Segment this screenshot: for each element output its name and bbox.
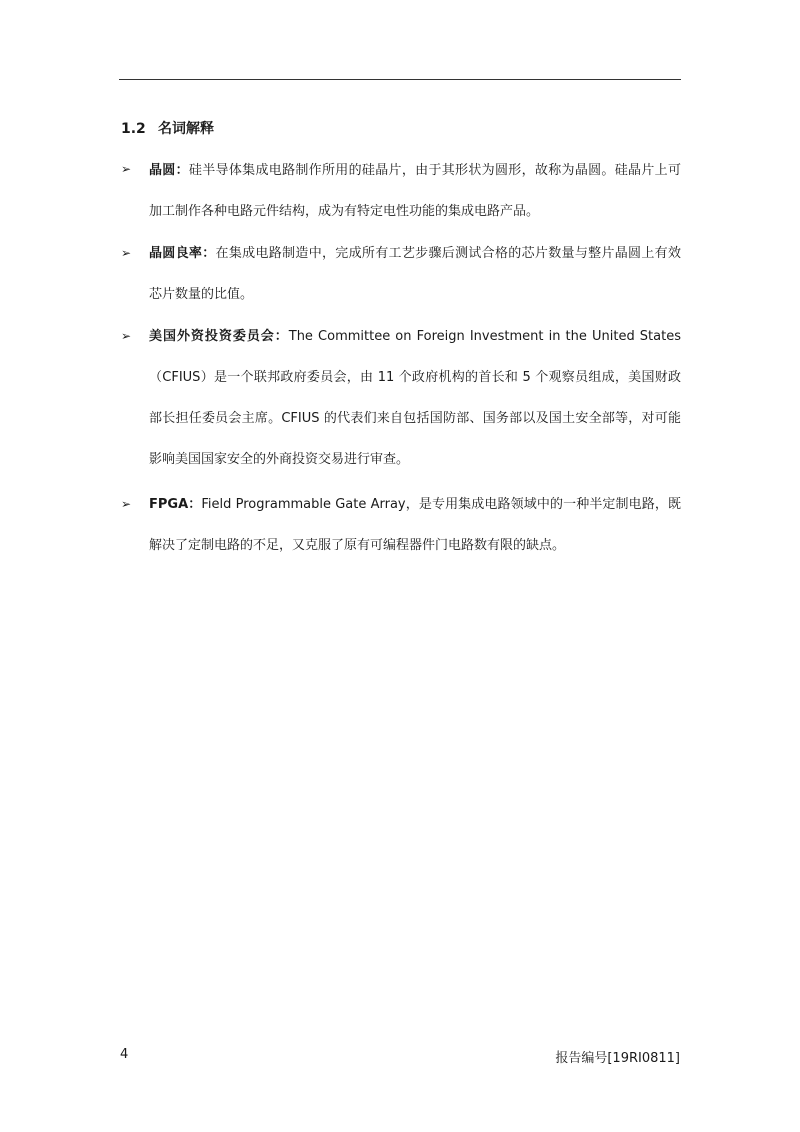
- section-heading: [121, 118, 214, 138]
- bullet-arrow-icon: ➢: [121, 329, 132, 343]
- section-number: 1.2: [121, 121, 146, 137]
- definition-text: The Committee on Foreign Investment in the United States（CFIUS）是一个联邦政府委员会，由 11 个政府机构的首长和 5 个观察员组成，美国财政部长担任委员会主席。CFIUS 的代表们来自包括国防部、国务部以及国土安全部等，对可能影响美国国家安全的外商投资交易进行审查。: [149, 329, 681, 467]
- page-number: 4: [120, 1047, 129, 1062]
- definition-wafer: [149, 150, 681, 232]
- definition-term: 晶圆良率：: [149, 246, 216, 261]
- section-title: 名词解释: [158, 121, 214, 137]
- bullet-arrow-icon: ➢: [121, 497, 132, 511]
- report-number: 报告编号[19RI0811]: [555, 1051, 680, 1066]
- definition-term: 美国外资投资委员会：: [149, 329, 289, 344]
- definition-text: Field Programmable Gate Array，是专用集成电路领域中的一种半定制电路，既解决了定制电路的不足，又克服了原有可编程器件门电路数有限的缺点。: [149, 497, 681, 553]
- definition-cfius: [149, 316, 681, 480]
- definition-text: 在集成电路制造中，完成所有工艺步骤后测试合格的芯片数量与整片晶圆上有效芯片数量的比值。: [149, 246, 681, 302]
- definition-term: 晶圆：: [149, 163, 189, 178]
- definition-term: FPGA：: [149, 497, 202, 512]
- bullet-arrow-icon: ➢: [121, 162, 132, 176]
- bullet-arrow-icon: ➢: [121, 246, 132, 260]
- header-rule: [119, 79, 681, 80]
- definition-fpga: [149, 484, 681, 566]
- definition-wafer-yield: [149, 233, 681, 315]
- definition-text: 硅半导体集成电路制作所用的硅晶片，由于其形状为圆形，故称为晶圆。硅晶片上可加工制作各种电路元件结构，成为有特定电性功能的集成电路产品。: [149, 163, 681, 219]
